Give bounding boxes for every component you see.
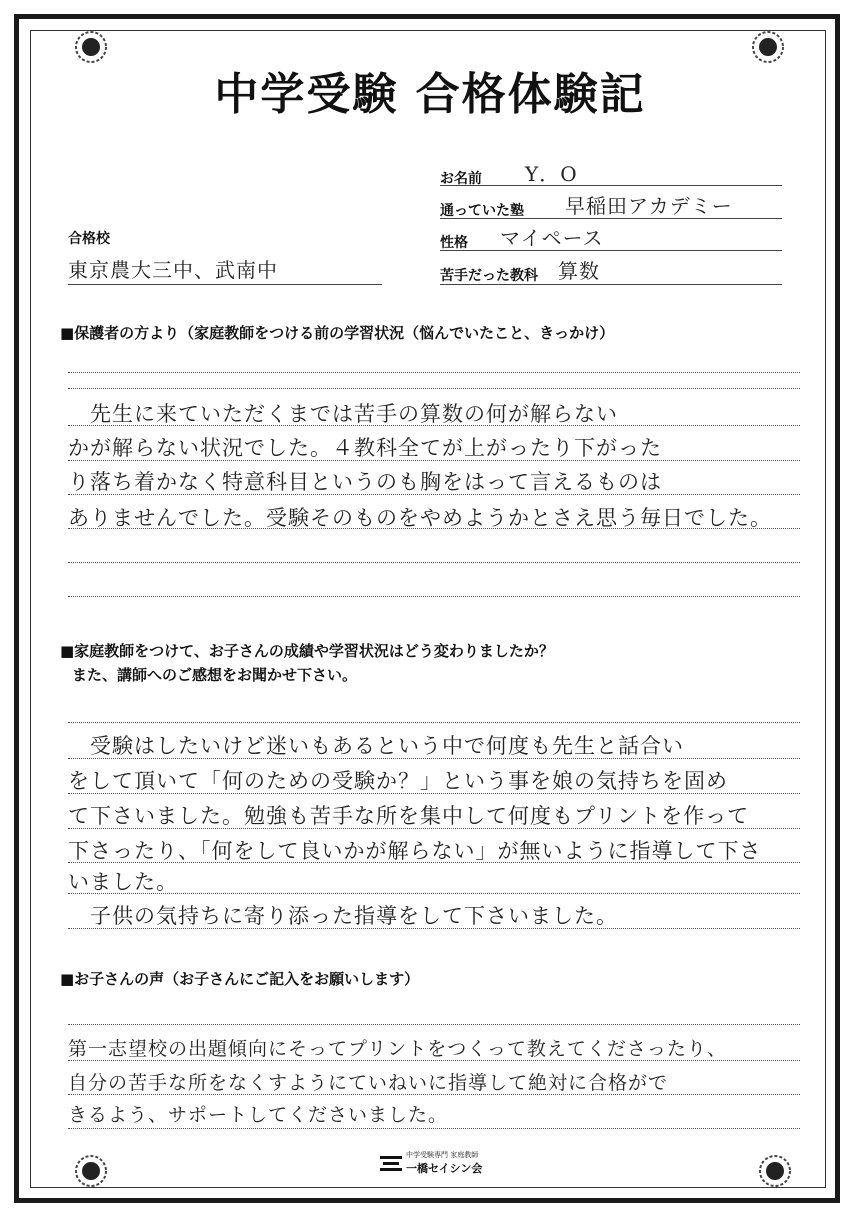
passed-school-underline xyxy=(68,284,382,285)
section1-line: かが解らない状況でした。４教科全てが上がったり下がった xyxy=(68,436,662,460)
section1-line: ありませんでした。受験そのものをやめようかとさえ思う毎日でした。 xyxy=(68,506,772,530)
section1-line: 先生に来ていただくまでは苦手の算数の何が解らない xyxy=(68,402,618,426)
personality-label: 性格 xyxy=(440,235,468,251)
section3-line: 第一志望校の出題傾向にそってプリントをつくって教えてくださったり、 xyxy=(68,1038,727,1060)
ruled-line xyxy=(68,1024,800,1025)
ruled-line xyxy=(68,722,800,723)
school-value: 早稲田アカデミー xyxy=(565,194,733,218)
ruled-line xyxy=(68,758,800,759)
personality-underline xyxy=(440,250,782,251)
ruled-line xyxy=(68,1060,800,1061)
section2-line: 下さったり、「何をして良いかが解らない」が無いように指導して下さ xyxy=(68,839,762,863)
school-underline xyxy=(440,218,782,219)
corner-ornament-icon xyxy=(68,1148,114,1194)
ruled-line xyxy=(68,893,800,894)
company-name: 一橋セイシン会 xyxy=(406,1162,483,1175)
ruled-line xyxy=(68,562,800,563)
section1-heading: ■保護者の方より（家庭教師をつける前の学習状況（悩んでいたこと、きっかけ） xyxy=(60,324,615,342)
corner-ornament-icon xyxy=(752,1148,798,1194)
section2-line: 子供の気持ちに寄り添った指導をして下さいました。 xyxy=(68,904,618,928)
ruled-line xyxy=(68,372,800,373)
section3-heading: ■お子さんの声（お子さんにご記入をお願いします） xyxy=(60,970,420,988)
ruled-line xyxy=(68,596,800,597)
weak-subject-underline xyxy=(440,284,782,285)
ruled-line xyxy=(68,1128,800,1129)
company-logo xyxy=(380,1150,490,1176)
passed-school-label: 合格校 xyxy=(68,231,110,247)
ruled-line xyxy=(68,828,800,829)
ruled-line xyxy=(68,1094,800,1095)
section2-line: て下さいました。勉強も苦手な所を集中して何度もプリントを作って xyxy=(68,804,750,828)
section3-line: きるよう、サポートしてくださいました。 xyxy=(68,1104,449,1126)
company-mark-icon xyxy=(380,1152,402,1172)
section2-line: 受験はしたいけど迷いもあるという中で何度も先生と話合い xyxy=(68,734,684,758)
section1-line: り落ち着かなく特意科目というのも胸をはって言えるものは xyxy=(68,470,662,494)
section2-subheading: また、講師へのご感想をお聞かせ下さい。 xyxy=(72,666,358,684)
section2-line: をして頂いて「何のための受験か？」という事を娘の気持ちを固め xyxy=(68,769,728,793)
name-label: お名前 xyxy=(440,171,482,187)
weak-subject-label: 苦手だった教科 xyxy=(440,268,538,284)
page-title: 中学受験 合格体験記 xyxy=(214,69,646,120)
section3-line: 自分の苦手な所をなくすようにていねいに指導して絶対に合格がで xyxy=(68,1072,669,1094)
ruled-line xyxy=(68,793,800,794)
name-underline xyxy=(440,185,782,186)
section2-line: いました。 xyxy=(68,870,178,894)
ruled-line xyxy=(68,388,800,389)
personality-value: マイペース xyxy=(500,226,604,250)
company-tagline: 中学受験専門 家庭教師 xyxy=(406,1151,479,1159)
school-label: 通っていた塾 xyxy=(440,203,524,219)
name-value: Y．O xyxy=(525,162,578,186)
ruled-line xyxy=(68,425,800,426)
ruled-line xyxy=(68,460,800,461)
weak-subject-value: 算数 xyxy=(558,259,600,283)
ruled-line xyxy=(68,528,800,529)
passed-school-value: 東京農大三中、武南中 xyxy=(68,258,278,282)
ruled-line xyxy=(68,494,800,495)
ruled-line xyxy=(68,862,800,863)
ruled-line xyxy=(68,928,800,929)
section2-heading: ■家庭教師をつけて、お子さんの成績や学習状況はどう変わりましたか？ xyxy=(60,642,554,660)
